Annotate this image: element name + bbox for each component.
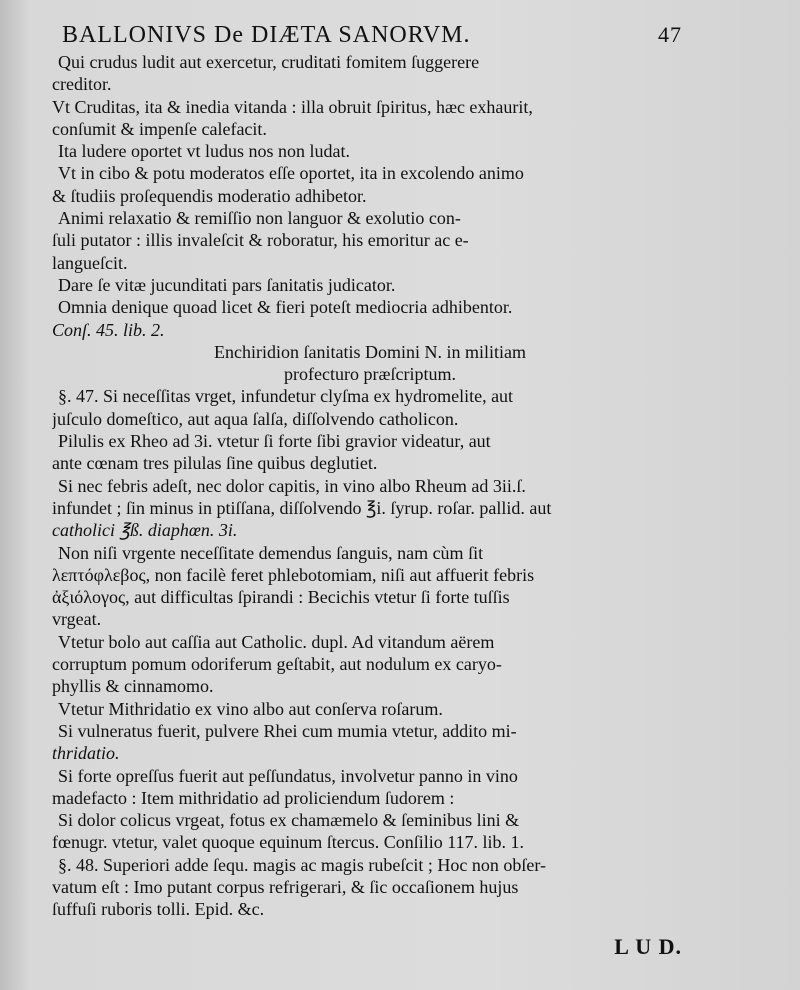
page-number: 47 [658, 22, 682, 47]
body-text [52, 51, 682, 341]
text-line: Qui crudus ludit aut exercetur, cruditati fomitem ſuggerere [58, 52, 480, 72]
text-line: infundet ; ſin minus in ptiſſana, diſſolvendo ℥i. ſyrup. roſar. pallid. aut [52, 497, 552, 518]
signature-initials: L U D. [614, 934, 682, 959]
text-line: Si dolor colicus vrgeat, fotus ex chamæmelo & ſeminibus lini & [58, 810, 520, 831]
text-line: ſuli putator : illis invaleſcit & roboratur, his emoritur ac e- [52, 230, 469, 251]
heading-line: profecturo præſcriptum. [284, 364, 456, 385]
text-line: phyllis & cinnamomo. [52, 676, 214, 697]
text-line: catholici ℥ß. diaphœn. 3i. [52, 520, 238, 541]
text-line: vatum eſt : Imo putant corpus refrigerari, & ſic occaſionem hujus [52, 876, 519, 897]
text-line: fœnugr. vtetur, valet quoque equinum ſtercus. Conſilio 117. lib. 1. [52, 832, 525, 853]
text-line: λεπτόφλεβος, non facilè feret phlebotomiam, niſi aut affuerit febris [52, 564, 535, 585]
text-line: Si nec febris adeſt, nec dolor capitis, in vino albo Rheum ad 3ii.ſ. [58, 475, 526, 496]
text-line: ἀξιόλογος, aut difficultas ſpirandi : Becichis vtetur ſi forte tuſſis [52, 587, 510, 608]
text-line: Si vulneratus fuerit, pulvere Rhei cum mumia vtetur, addito mi- [58, 720, 517, 741]
text-line: Vtetur bolo aut caſſia aut Catholic. dupl. Ad vitandum aërem [58, 631, 495, 652]
text-line: Vt in cibo & potu moderatos eſſe oportet, ita in excolendo animo [58, 163, 524, 184]
text-line: juſculo domeſtico, aut aqua ſalſa, diſſolvendo catholicon. [52, 408, 459, 429]
text-line: Conſ. 45. lib. 2. [52, 319, 165, 340]
text-line: Vt Cruditas, ita & inedia vitanda : illa obruit ſpiritus, hæc exhaurit, [52, 96, 533, 117]
text-line: §. 47. Si neceſſitas vrget, infundetur clyſma ex hydromelite, aut [58, 386, 514, 407]
text-line: Vtetur Mithridatio ex vino albo aut conſerva roſarum. [58, 698, 443, 719]
text-line: ante cœnam tres pilulas ſine quibus deglutiet. [52, 453, 378, 474]
text-line: creditor. [52, 74, 112, 95]
text-line: madefacto : Item mithridatio ad proliciendum ſudorem : [52, 787, 455, 808]
text-line: ſuffuſi ruboris tolli. Epid. &c. [52, 899, 265, 920]
text-line: thridatio. [52, 743, 120, 764]
text-line: Animi relaxatio & remiſſio non languor & exolutio con- [58, 208, 461, 229]
running-title: BALLONIVS De DIÆTA SANORVM. [62, 22, 471, 48]
text-line: conſumit & impenſe calefacit. [52, 118, 267, 139]
text-line: langueſcit. [52, 252, 128, 273]
text-line: Non niſi vrgente neceſſitate demendus ſanguis, nam cùm ſit [58, 542, 484, 563]
heading-line: Enchiridion ſanitatis Domini N. in militiam [214, 341, 526, 362]
section-heading [58, 341, 682, 386]
text-line: §. 48. Superiori adde ſequ. magis ac magis rubeſcit ; Hoc non obſer- [58, 854, 547, 875]
text-line: Omnia denique quoad licet & fieri poteſt mediocria adhibentor. [58, 297, 513, 318]
running-head [58, 22, 682, 49]
text-line: vrgeat. [52, 609, 102, 630]
text-line: Ita ludere oportet vt ludus nos non ludat. [58, 141, 350, 162]
text-line: Pilulis ex Rheo ad 3i. vtetur ſi forte ſibi gravior videatur, aut [58, 431, 491, 452]
text-line: corruptum pomum odoriferum geſtabit, aut nodulum ex caryo- [52, 654, 502, 675]
body-text-continued [52, 385, 682, 920]
text-line: Dare ſe vitæ jucunditati pars ſanitatis judicator. [58, 274, 396, 295]
text-line: & ſtudiis proſequendis moderatio adhibetor. [52, 185, 367, 206]
text-line: Si forte opreſſus fuerit aut peſſundatus, involvetur panno in vino [58, 765, 518, 786]
